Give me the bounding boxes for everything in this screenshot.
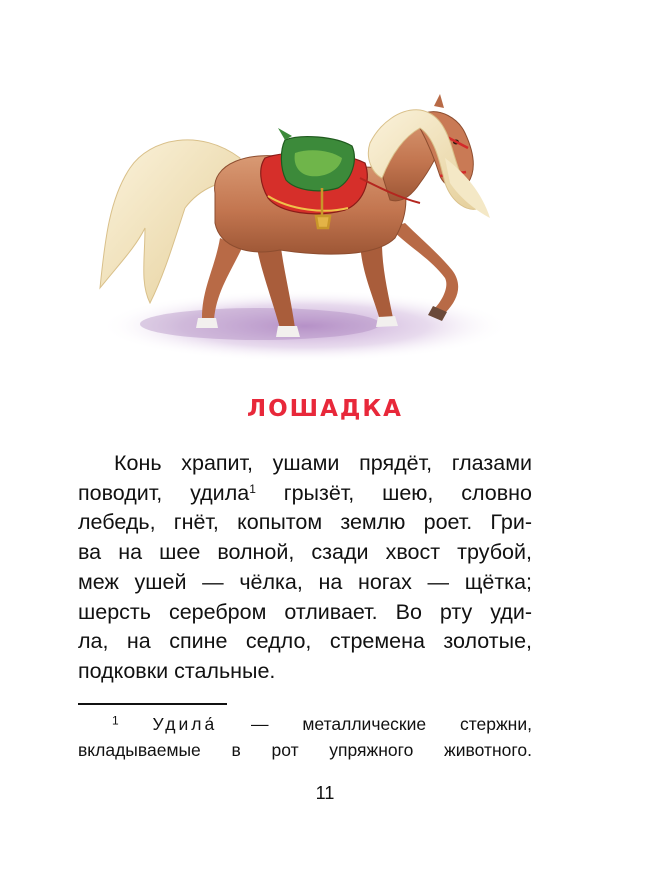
footnote-line: вкладываемые в рот упряжного животного. [78,740,532,760]
footnote-term: Удила́ [152,714,218,734]
footnote-line [78,711,532,737]
page-title: ЛОШАДКА [247,396,403,422]
footnote-divider [78,703,227,705]
footnote-marker: 1 [112,713,119,728]
paragraph-line-text: поводит, удила [78,480,250,505]
paragraph-line: лебедь, гнёт, копытом землю роет. Гри- [78,510,532,535]
story-paragraph [78,449,532,687]
footnote-definition: — металлические стержни, [217,714,532,734]
page-number: 11 [315,783,335,803]
paragraph-line: подковки стальные. [78,658,276,683]
footnote-reference[interactable]: 1 [249,481,256,496]
paragraph-line: шерсть серебром отливает. Во рту уди- [78,599,532,624]
paragraph-line-text: грызёт, шею, словно [255,480,532,505]
footnote [78,711,532,763]
paragraph-line: ва на шее волной, сзади хвост трубой, [78,540,532,565]
paragraph-line: меж ушей — чёлка, на ногах — щётка; [78,569,532,594]
paragraph-line: Конь храпит, ушами прядёт, глазами [114,451,532,475]
horse-illustration [90,88,540,366]
paragraph-line [78,479,532,509]
paragraph-line: ла, на спине седло, стремена золотые, [78,629,532,654]
